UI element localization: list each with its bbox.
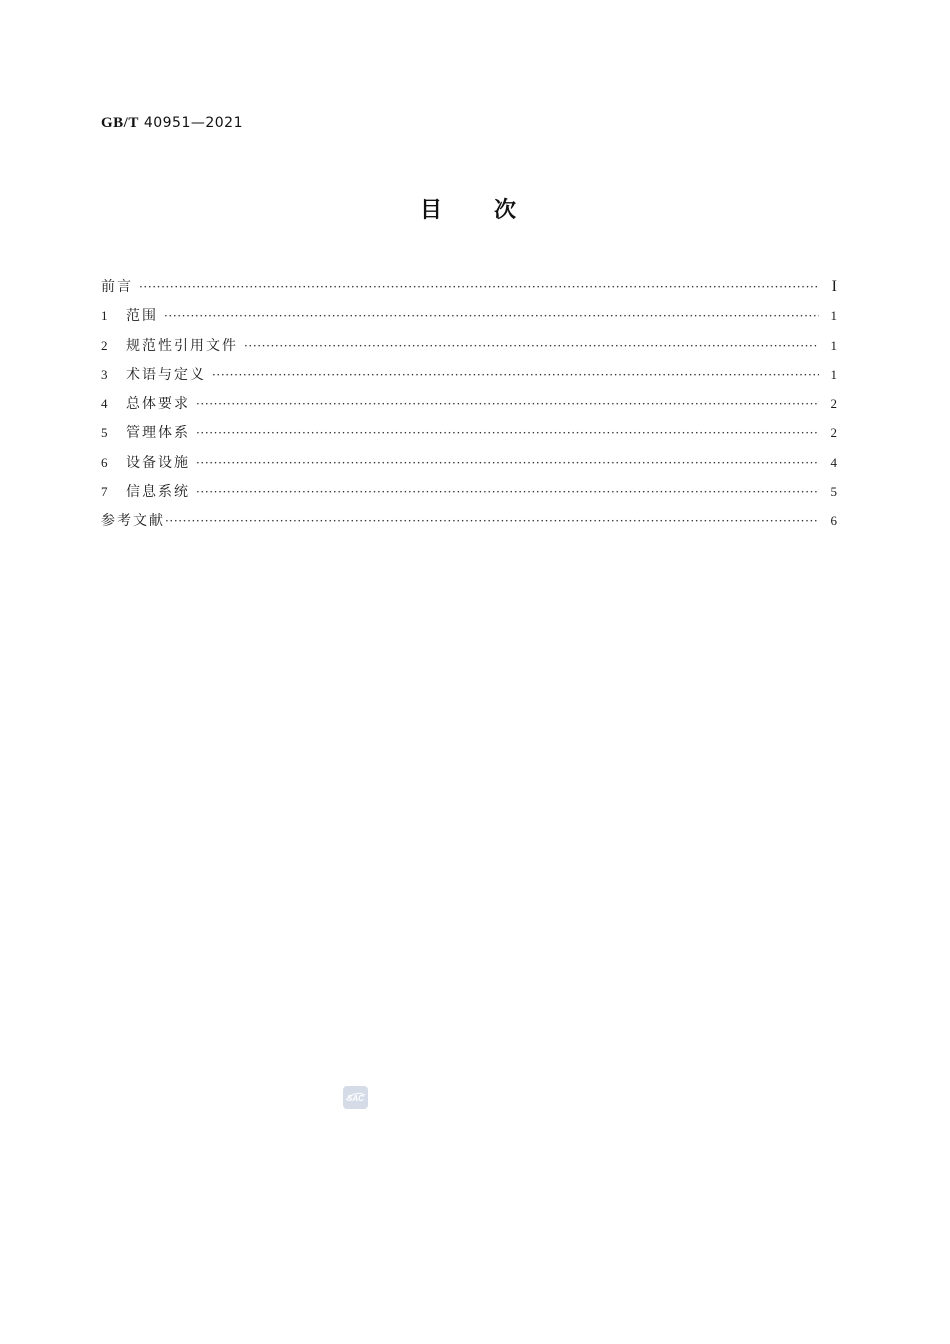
sac-logo-text: SAC (347, 1094, 364, 1103)
toc-dot-leader (212, 361, 819, 390)
toc-entry-7[interactable] (101, 477, 837, 506)
toc-entry-page: 2 (830, 396, 837, 412)
toc-entry-label: 规范性引用文件 (126, 337, 238, 354)
toc-entry-6[interactable] (101, 448, 837, 477)
toc-entry-1[interactable] (101, 301, 837, 330)
standard-code (101, 113, 243, 133)
standard-prefix: GB/T (101, 115, 139, 131)
toc-entry-page: I (831, 278, 837, 295)
toc-entry-5[interactable] (101, 418, 837, 447)
toc-entry-label: 管理体系 (126, 425, 190, 442)
toc-entry-page: 1 (830, 308, 837, 324)
toc-entry-label: 设备设施 (126, 454, 190, 471)
toc-dot-leader (196, 449, 819, 478)
toc-dot-leader (244, 332, 819, 361)
toc-entry-page: 5 (830, 484, 837, 500)
toc-entry-2[interactable] (101, 331, 837, 360)
toc-entry-label: 总体要求 (126, 396, 190, 413)
toc-dot-leader (164, 302, 819, 331)
sac-watermark-logo (343, 1086, 368, 1109)
toc-entry-number: 2 (101, 337, 108, 353)
toc-entry-page: 1 (830, 337, 837, 353)
toc-entry-page: 1 (830, 366, 837, 382)
toc-entry-page: 4 (830, 454, 837, 470)
toc-dot-leader (165, 507, 819, 536)
toc-entry-number: 7 (101, 484, 108, 500)
page-title: 目次 (419, 198, 568, 223)
toc-entry-page: 6 (830, 513, 837, 529)
toc-entry-3[interactable] (101, 360, 837, 389)
toc-entry-number: 3 (101, 366, 108, 382)
sac-logo-icon (343, 1086, 368, 1109)
toc-entry-references[interactable] (101, 506, 837, 535)
toc-entry-label: 术语与定义 (126, 366, 206, 383)
toc-entry-number: 6 (101, 454, 108, 470)
toc-entry-number: 4 (101, 396, 108, 412)
toc-entry-label: 信息系统 (126, 484, 190, 501)
toc-dot-leader (196, 419, 819, 448)
toc-dot-leader (196, 478, 819, 507)
standard-number: 40951—2021 (143, 115, 243, 131)
toc-entry-number: 1 (101, 308, 108, 324)
toc-entry-page: 2 (830, 425, 837, 441)
toc-entry-label: 范围 (126, 308, 158, 325)
toc-entry-number: 5 (101, 425, 108, 441)
toc-entry-4[interactable] (101, 389, 837, 418)
toc-entry-preface[interactable] (101, 272, 837, 301)
table-of-contents (101, 272, 837, 536)
toc-dot-leader (196, 390, 819, 419)
toc-dot-leader (139, 273, 819, 302)
toc-entry-label: 前言 (101, 279, 133, 295)
toc-entry-label: 参考文献 (101, 513, 165, 530)
